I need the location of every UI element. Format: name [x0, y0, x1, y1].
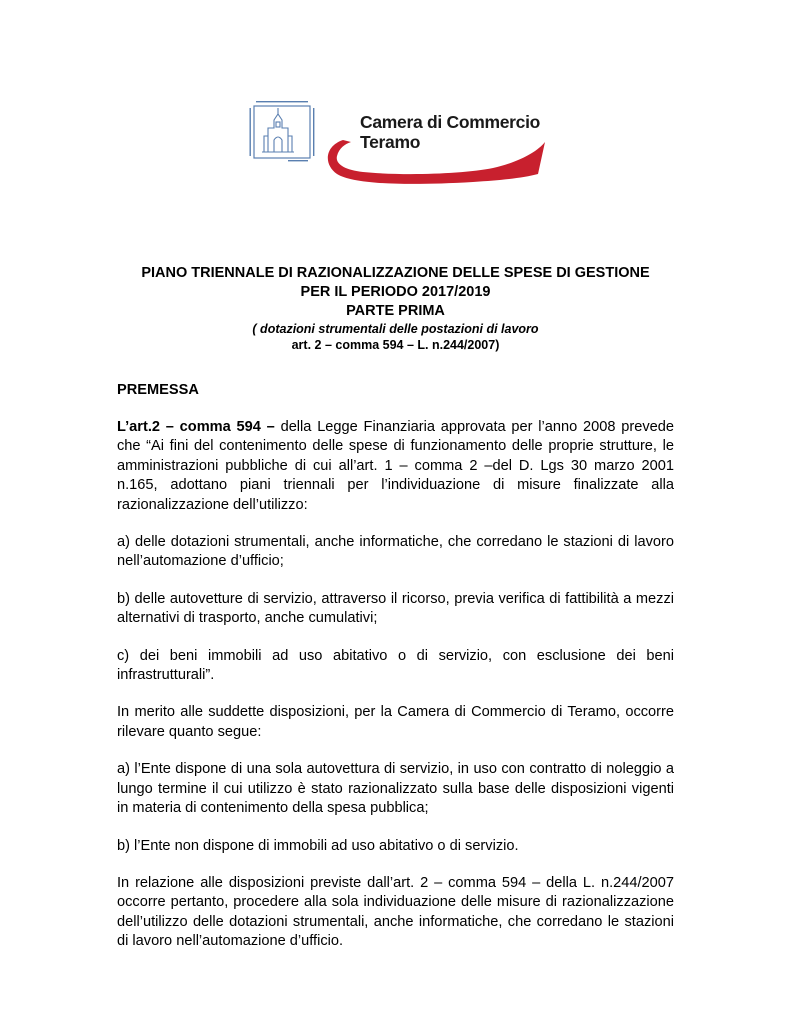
title-line-3: PARTE PRIMA [346, 303, 445, 319]
title-line-1: PIANO TRIENNALE DI RAZIONALIZZAZIONE DELLE SPESE DI GESTIONE [141, 265, 650, 281]
paragraph-8: In relazione alle disposizioni previste dall’art. 2 – comma 594 – della L. n.244/2007 occorre pertanto, procedere alla sola individuazione delle misure di razionalizzazione dell’utilizzo delle dotazioni strumentali, anche informatiche, che corredano le stazioni di lavoro nell’automazione d’ufficio. [117, 874, 674, 950]
swoosh-icon [323, 138, 548, 188]
paragraph-2: a) delle dotazioni strumentali, anche informatiche, che corredano le stazioni di lavoro nell’automazione d’ufficio; [117, 534, 674, 570]
subtitle-line-2: art. 2 – comma 594 – L. n.244/2007) [291, 338, 500, 352]
paragraph-1-text: della Legge Finanziaria approvata per l’anno 2008 prevede che “Ai fini del contenimento delle spese di funzionamento delle proprie strutture, le amministrazioni pubbliche di cui all’art. 1 – comma 2 –del D. Lgs 30 marzo 2001 n.165, adottano piani triennali per l’individuazione di misure finalizzate alla razionalizzazione dell’utilizzo: [117, 419, 674, 513]
camera-commercio-logo [248, 98, 548, 188]
paragraph-4: c) dei beni immobili ad uso abitativo o di servizio, con esclusione dei beni infrastrutturali”. [117, 647, 674, 684]
title-line-2: PER IL PERIODO 2017/2019 [300, 284, 491, 300]
paragraph-1 [117, 418, 674, 515]
subtitle-line-1: ( dotazioni strumentali delle postazioni di lavoro [252, 322, 539, 336]
paragraph-6: a) l’Ente dispone di una sola autovettura di servizio, in uso con contratto di noleggio a lungo termine il cui utilizzo è stato razionalizzato sulla base delle disposizioni vigenti in materia di contenimento della spesa pubblica; [117, 761, 674, 817]
paragraph-7: b) l’Ente non dispone di immobili ad uso abitativo o di servizio. [117, 837, 519, 854]
paragraph-5: In merito alle suddette disposizioni, per la Camera di Commercio di Teramo, occorre rilevare quanto segue: [117, 704, 674, 740]
section-heading: PREMESSA [117, 382, 199, 398]
paragraph-3: b) delle autovetture di servizio, attraverso il ricorso, previa verifica di fattibilità a mezzi alternativi di trasporto, anche cumulativi; [117, 590, 674, 627]
document-body [117, 380, 674, 970]
paragraph-1-lead: L’art.2 – comma 594 – [117, 419, 275, 435]
seal-icon [248, 98, 316, 164]
institution-name-line2: Teramo [360, 132, 421, 152]
institution-name-line1: Camera di Commercio [360, 112, 541, 132]
document-title [100, 264, 691, 353]
